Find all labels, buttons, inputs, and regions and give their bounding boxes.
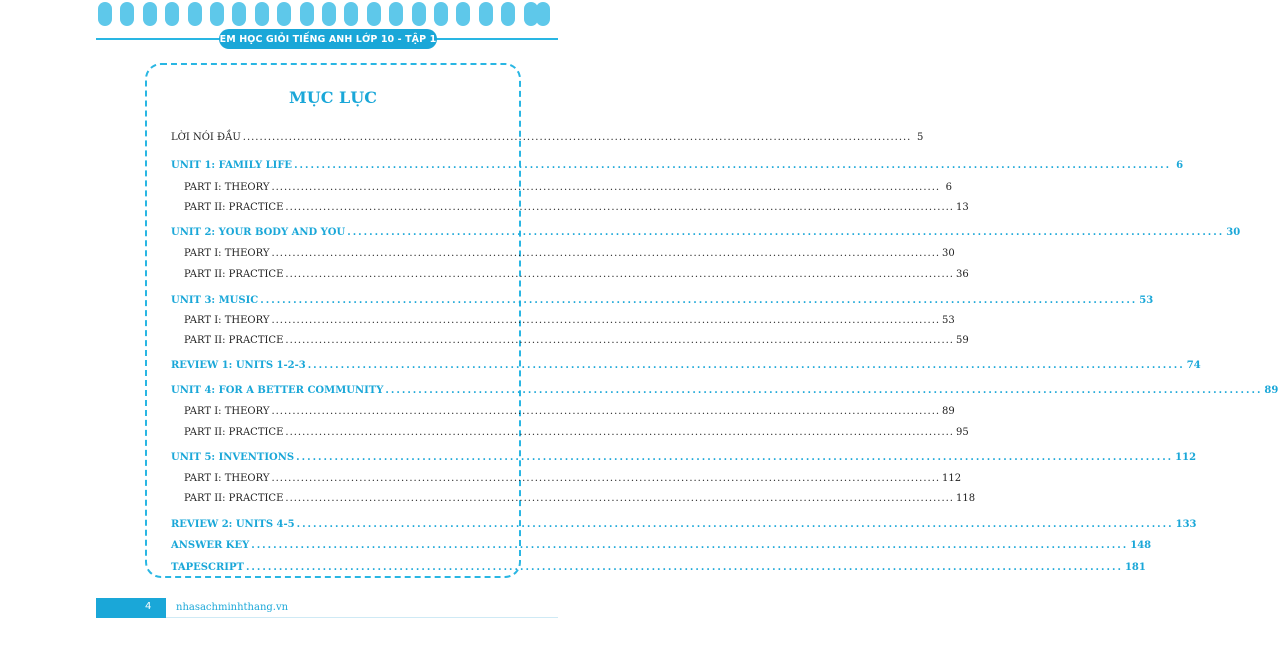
toc-entry-page: 6: [945, 182, 953, 193]
toc-entry-label: TAPESCRIPT: [171, 562, 244, 573]
binder-ring: [479, 2, 493, 26]
binder-ring: [232, 2, 246, 26]
dot-leader: ................................................................................................................................................................: [285, 493, 954, 504]
dot-leader: ................................................................................................................................................................: [385, 385, 1263, 396]
toc-entry-label: UNIT 2: YOUR BODY AND YOU: [171, 227, 346, 238]
toc-entry-label: PART I: THEORY: [184, 315, 270, 326]
toc-entry[interactable]: [171, 384, 1278, 398]
toc-entry-label: PART II: PRACTICE: [184, 335, 284, 346]
dot-leader: ................................................................................................................................................................: [271, 406, 941, 417]
toc-entry[interactable]: [171, 426, 969, 440]
dot-leader: ................................................................................................................................................................: [271, 315, 941, 326]
toc-entry[interactable]: [171, 359, 1201, 373]
toc-entry-page: 89: [942, 406, 955, 417]
toc-entry-page: 6: [1176, 160, 1184, 171]
binder-ring: [501, 2, 515, 26]
binder-ring: [456, 2, 470, 26]
binder-ring: [188, 2, 202, 26]
toc-entry[interactable]: [171, 492, 976, 506]
toc-entry-page: 13: [955, 202, 969, 213]
toc-entry-page: 53: [942, 315, 955, 326]
toc-entry-page: 36: [955, 269, 969, 280]
toc-entry-label: PART II: PRACTICE: [184, 202, 284, 213]
toc-entry-label: PART I: THEORY: [184, 406, 270, 417]
toc-entry-page: 148: [1130, 540, 1152, 551]
toc-entry-page: 89: [1264, 385, 1278, 396]
toc-entry[interactable]: [171, 518, 1197, 532]
toc-entry-page: 112: [942, 473, 962, 484]
toc-entry-label: UNIT 1: FAMILY LIFE: [171, 160, 293, 171]
toc-entry-page: 53: [1139, 295, 1154, 306]
toc-entry[interactable]: [171, 451, 1197, 465]
binder-ring: [389, 2, 403, 26]
toc-entry[interactable]: [171, 247, 955, 261]
binder-ring: [344, 2, 358, 26]
dot-leader: ................................................................................................................................................................: [307, 360, 1185, 371]
binder-ring: [255, 2, 269, 26]
binder-ring: [367, 2, 381, 26]
toc-entry-page: 133: [1175, 519, 1197, 530]
toc-entry-page: 118: [955, 493, 976, 504]
toc-entry[interactable]: [171, 268, 969, 282]
toc-entry[interactable]: [171, 294, 1154, 308]
toc-entry[interactable]: [171, 472, 962, 486]
book-title: EM HỌC GIỎI TIẾNG ANH LỚP 10 - TẬP 1: [219, 33, 437, 45]
toc-entry-page: 95: [955, 427, 969, 438]
toc-entry-page: 30: [942, 248, 955, 259]
binder-ring: [536, 2, 550, 26]
binder-ring: [210, 2, 224, 26]
binder-ring: [434, 2, 448, 26]
dot-leader: ................................................................................................................................................................: [242, 132, 912, 143]
binder-ring: [120, 2, 134, 26]
binder-ring: [98, 2, 112, 26]
toc-entry[interactable]: [171, 201, 969, 215]
toc-entry-label: UNIT 5: INVENTIONS: [171, 452, 295, 463]
toc-entry-page: 112: [1175, 452, 1197, 463]
dot-leader: ................................................................................................................................................................: [245, 562, 1123, 573]
dot-leader: ................................................................................................................................................................: [260, 295, 1138, 306]
book-title-banner: [219, 29, 437, 49]
toc-entry[interactable]: [171, 561, 1146, 575]
dot-leader: ................................................................................................................................................................: [296, 452, 1174, 463]
toc-entry-label: PART II: PRACTICE: [184, 493, 284, 504]
toc-entry-label: PART II: PRACTICE: [184, 269, 284, 280]
footer-rule: [166, 617, 558, 618]
toc-entry-page: 74: [1186, 360, 1201, 371]
toc-entry-page: 5: [916, 132, 924, 143]
toc-entry[interactable]: [171, 539, 1152, 553]
toc-entry-label: REVIEW 1: UNITS 1-2-3: [171, 360, 306, 371]
dot-leader: ................................................................................................................................................................: [285, 202, 954, 213]
toc-entry-label: ANSWER KEY: [171, 540, 250, 551]
dot-leader: ................................................................................................................................................................: [296, 519, 1174, 530]
binder-ring: [300, 2, 314, 26]
dot-leader: ................................................................................................................................................................: [285, 335, 954, 346]
toc-entry[interactable]: [171, 314, 955, 328]
toc-entry-page: 181: [1124, 562, 1146, 573]
toc-entry-label: REVIEW 2: UNITS 4-5: [171, 519, 295, 530]
toc-entry-page: 30: [1226, 227, 1241, 238]
binder-ring: [322, 2, 336, 26]
binder-rings: [98, 2, 550, 26]
toc-entry-label: UNIT 4: FOR A BETTER COMMUNITY: [171, 385, 384, 396]
dot-leader: ................................................................................................................................................................: [271, 248, 941, 259]
page-number: 4: [145, 601, 152, 612]
dot-leader: ................................................................................................................................................................: [271, 473, 941, 484]
dot-leader: ................................................................................................................................................................: [271, 182, 941, 193]
dot-leader: ................................................................................................................................................................: [285, 269, 954, 280]
dot-leader: ................................................................................................................................................................: [347, 227, 1225, 238]
toc-entry-label: PART I: THEORY: [184, 182, 270, 193]
page-title: MỤC LỤC: [289, 88, 377, 107]
dot-leader: ................................................................................................................................................................: [294, 160, 1172, 171]
dot-leader: ................................................................................................................................................................: [285, 427, 954, 438]
toc-entry-label: PART I: THEORY: [184, 248, 270, 259]
website-link[interactable]: nhasachminhthang.vn: [176, 602, 289, 613]
toc-entry[interactable]: [171, 334, 969, 348]
binder-ring: [143, 2, 157, 26]
toc-entry[interactable]: [171, 181, 953, 195]
toc-entry-label: UNIT 3: MUSIC: [171, 295, 259, 306]
binder-ring: [412, 2, 426, 26]
toc-entry-label: LỜI NÓI ĐẦU: [171, 132, 241, 143]
binder-ring: [277, 2, 291, 26]
toc-entry[interactable]: [171, 405, 955, 419]
toc-entry[interactable]: [171, 131, 924, 145]
toc-entry-label: PART II: PRACTICE: [184, 427, 284, 438]
dot-leader: ................................................................................................................................................................: [251, 540, 1129, 551]
binder-ring: [165, 2, 179, 26]
toc-entry[interactable]: [171, 226, 1241, 240]
toc-entry-page: 59: [955, 335, 969, 346]
toc-entry-label: PART I: THEORY: [184, 473, 270, 484]
toc-entry[interactable]: [171, 159, 1184, 173]
